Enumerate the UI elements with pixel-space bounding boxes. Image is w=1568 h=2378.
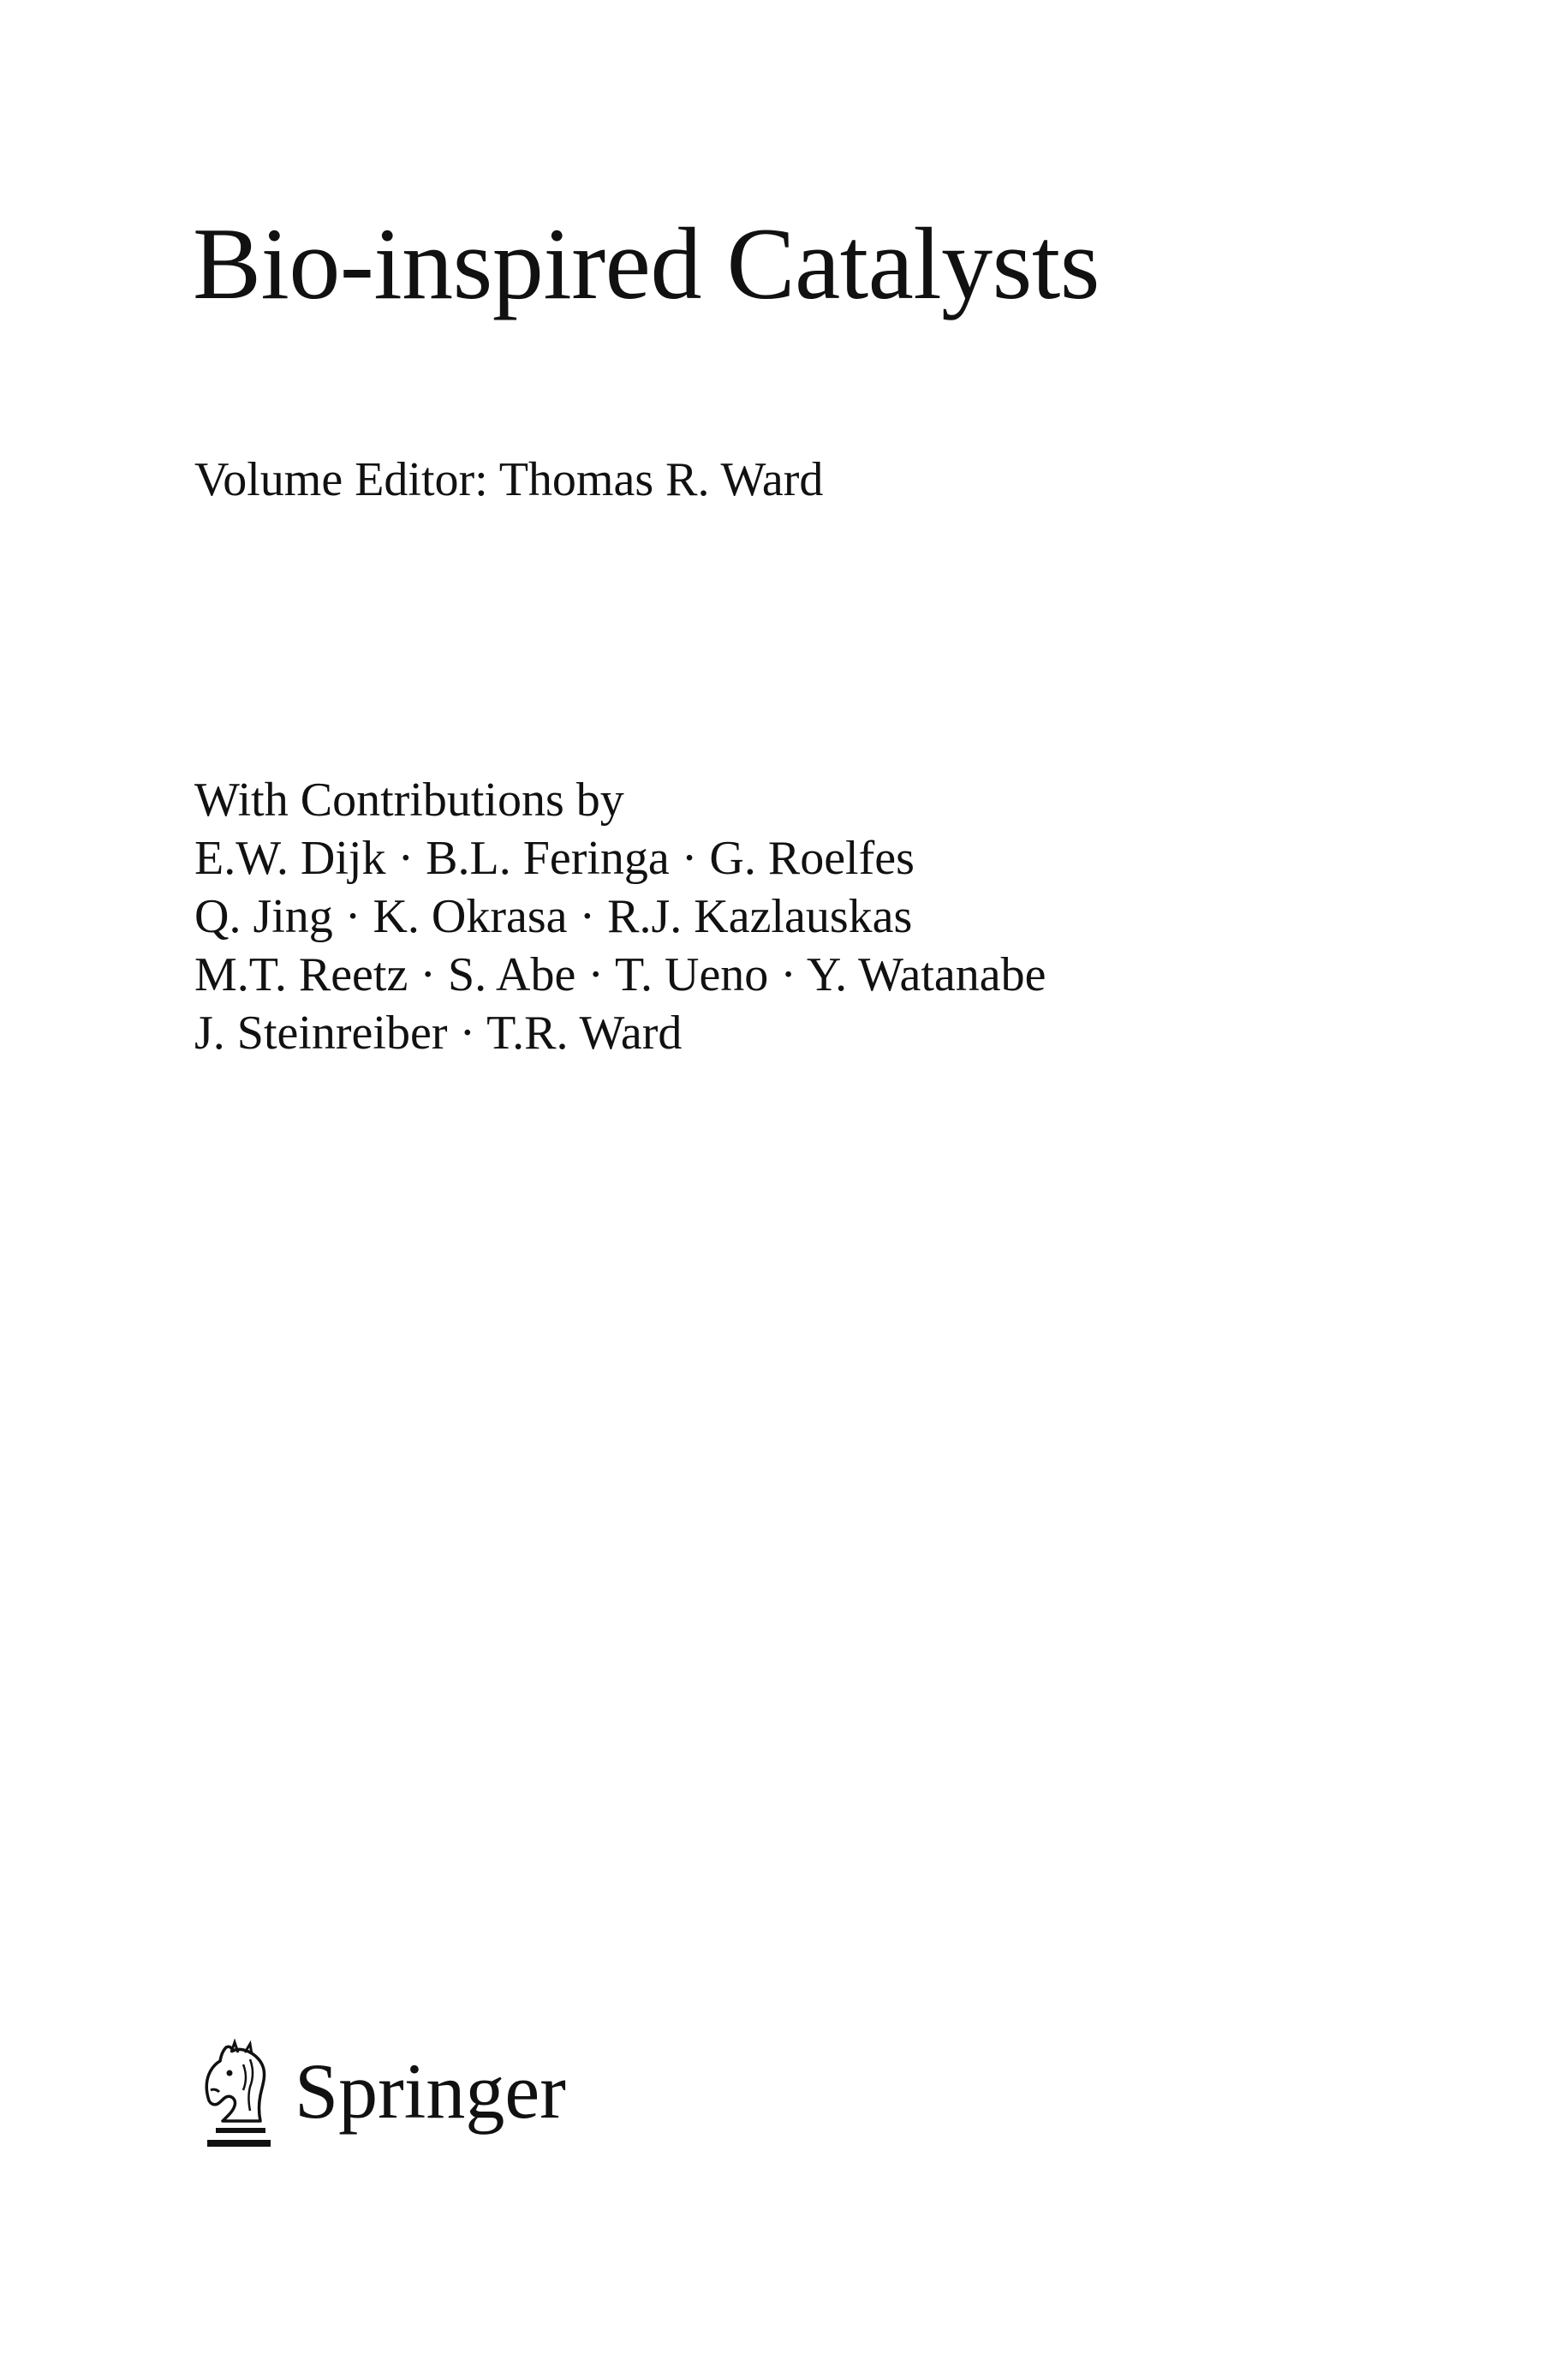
contributor-line: Q. Jing · K. Okrasa · R.J. Kazlauskas: [194, 890, 913, 943]
chess-knight-horse-icon: [197, 2039, 276, 2150]
volume-editor: Volume Editor: Thomas R. Ward: [194, 453, 824, 506]
publisher-imprint: [197, 2039, 566, 2150]
contributions-block: [194, 771, 1046, 1062]
contributor-line: E.W. Dijk · B.L. Feringa · G. Roelfes: [194, 832, 915, 885]
contributor-line: M.T. Reetz · S. Abe · T. Ueno · Y. Watanabe: [194, 948, 1046, 1001]
contributions-heading: With Contributions by: [194, 774, 624, 827]
publisher-name: Springer: [295, 2047, 566, 2135]
book-title: Bio-inspired Catalysts: [193, 206, 1100, 320]
contributor-line: J. Steinreiber · T.R. Ward: [194, 1007, 683, 1060]
